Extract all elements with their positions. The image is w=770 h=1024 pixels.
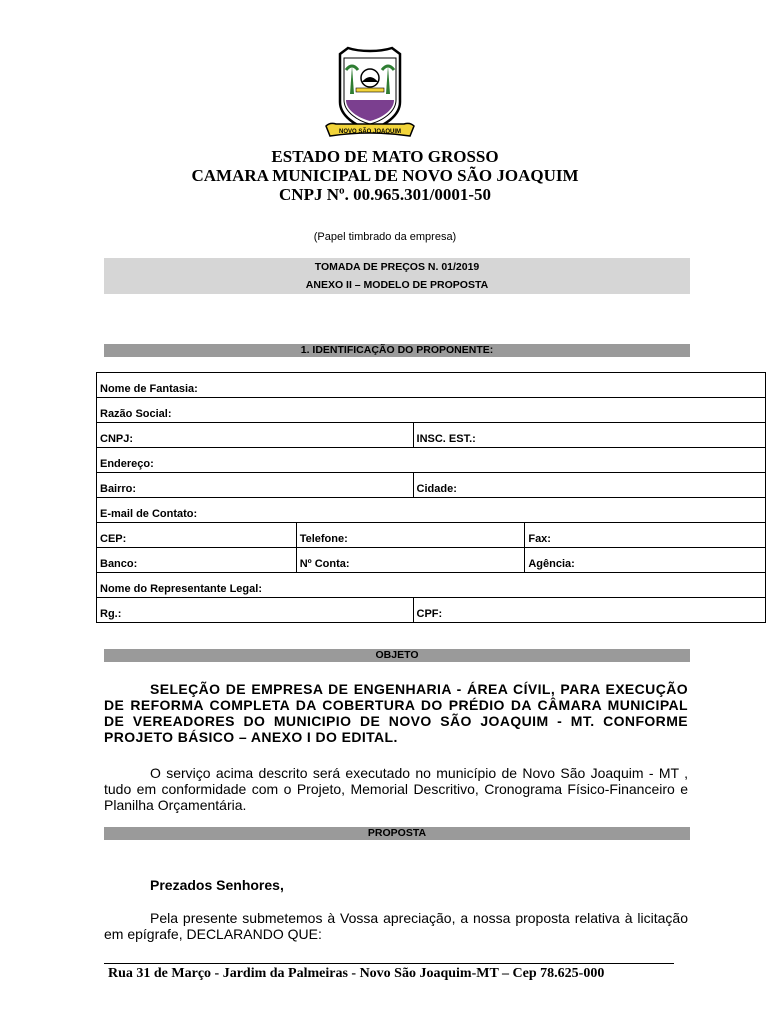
title-band xyxy=(104,258,690,294)
form-row xyxy=(97,448,766,473)
municipal-crest xyxy=(320,42,420,142)
field-legal-representative[interactable]: Nome do Representante Legal: xyxy=(97,573,766,598)
crest-banner-text: NOVO SÃO JOAQUIM xyxy=(338,129,402,135)
form-row xyxy=(97,373,766,398)
field-fax[interactable]: Fax: xyxy=(525,523,766,548)
identification-form xyxy=(96,372,766,623)
section-object-heading: OBJETO xyxy=(104,649,690,662)
field-corporate-name[interactable]: Razão Social: xyxy=(97,398,766,423)
field-contact-email[interactable]: E-mail de Contato: xyxy=(97,498,766,523)
field-phone[interactable]: Telefone: xyxy=(296,523,525,548)
form-row xyxy=(97,523,766,548)
form-row xyxy=(97,573,766,598)
section-identification-heading: 1. IDENTIFICAÇÃO DO PROPONENTE: xyxy=(104,344,690,357)
field-rg[interactable]: Rg.: xyxy=(97,598,414,623)
field-agency[interactable]: Agência: xyxy=(525,548,766,573)
object-paragraph: O serviço acima descrito será executado no município de Novo São Joaquim - MT , tudo em conformidade com o Projeto, Memorial Descritivo, Cronograma Físico-Financeiro e Planilha Orçamentária. xyxy=(104,765,688,813)
field-cep[interactable]: CEP: xyxy=(97,523,297,548)
field-account-number[interactable]: Nº Conta: xyxy=(296,548,525,573)
state-heading: ESTADO DE MATO GROSSO xyxy=(271,147,499,166)
coat-of-arms-icon xyxy=(320,42,420,142)
cnpj-heading: CNPJ Nº. 00.965.301/0001-50 xyxy=(279,185,491,204)
form-row xyxy=(97,548,766,573)
form-row xyxy=(97,398,766,423)
form-row xyxy=(97,423,766,448)
field-city[interactable]: Cidade: xyxy=(413,473,765,498)
footer-address-text: Rua 31 de Março - Jardim da Palmeiras - Novo São Joaquim-MT – Cep 78.625-000 xyxy=(108,966,605,981)
annex-title: ANEXO II – MODELO DE PROPOSTA xyxy=(305,279,489,291)
proposal-paragraph: Pela presente submetemos à Vossa apreciação, a nossa proposta relativa à licitação em epígrafe, DECLARANDO QUE: xyxy=(104,910,688,942)
field-cnpj[interactable]: CNPJ: xyxy=(97,423,414,448)
field-neighborhood[interactable]: Bairro: xyxy=(97,473,414,498)
tender-title: TOMADA DE PREÇOS N. 01/2019 xyxy=(314,261,480,273)
salutation: Prezados Senhores, xyxy=(150,877,284,893)
field-address[interactable]: Endereço: xyxy=(97,448,766,473)
form-row xyxy=(97,498,766,523)
form-row xyxy=(97,473,766,498)
field-cpf[interactable]: CPF: xyxy=(413,598,765,623)
chamber-heading: CAMARA MUNICIPAL DE NOVO SÃO JOAQUIM xyxy=(191,166,579,185)
letterhead-note: (Papel timbrado da empresa) xyxy=(313,231,457,243)
form-row xyxy=(97,598,766,623)
object-description: SELEÇÃO DE EMPRESA DE ENGENHARIA - ÁREA CÍVIL, PARA EXECUÇÃO DE REFORMA COMPLETA DA COBERTURA DO PRÉDIO DA CÂMARA MUNICIPAL DE VEREADORES DO MUNICIPIO DE NOVO SÃO JOAQUIM - MT. CONFORME PROJETO BÁSICO – ANEXO I DO EDITAL. xyxy=(104,681,688,745)
field-state-registration[interactable]: INSC. EST.: xyxy=(413,423,765,448)
section-proposal-heading: PROPOSTA xyxy=(104,827,690,840)
field-bank[interactable]: Banco: xyxy=(97,548,297,573)
field-trade-name[interactable]: Nome de Fantasia: xyxy=(97,373,766,398)
footer-divider xyxy=(104,963,674,964)
